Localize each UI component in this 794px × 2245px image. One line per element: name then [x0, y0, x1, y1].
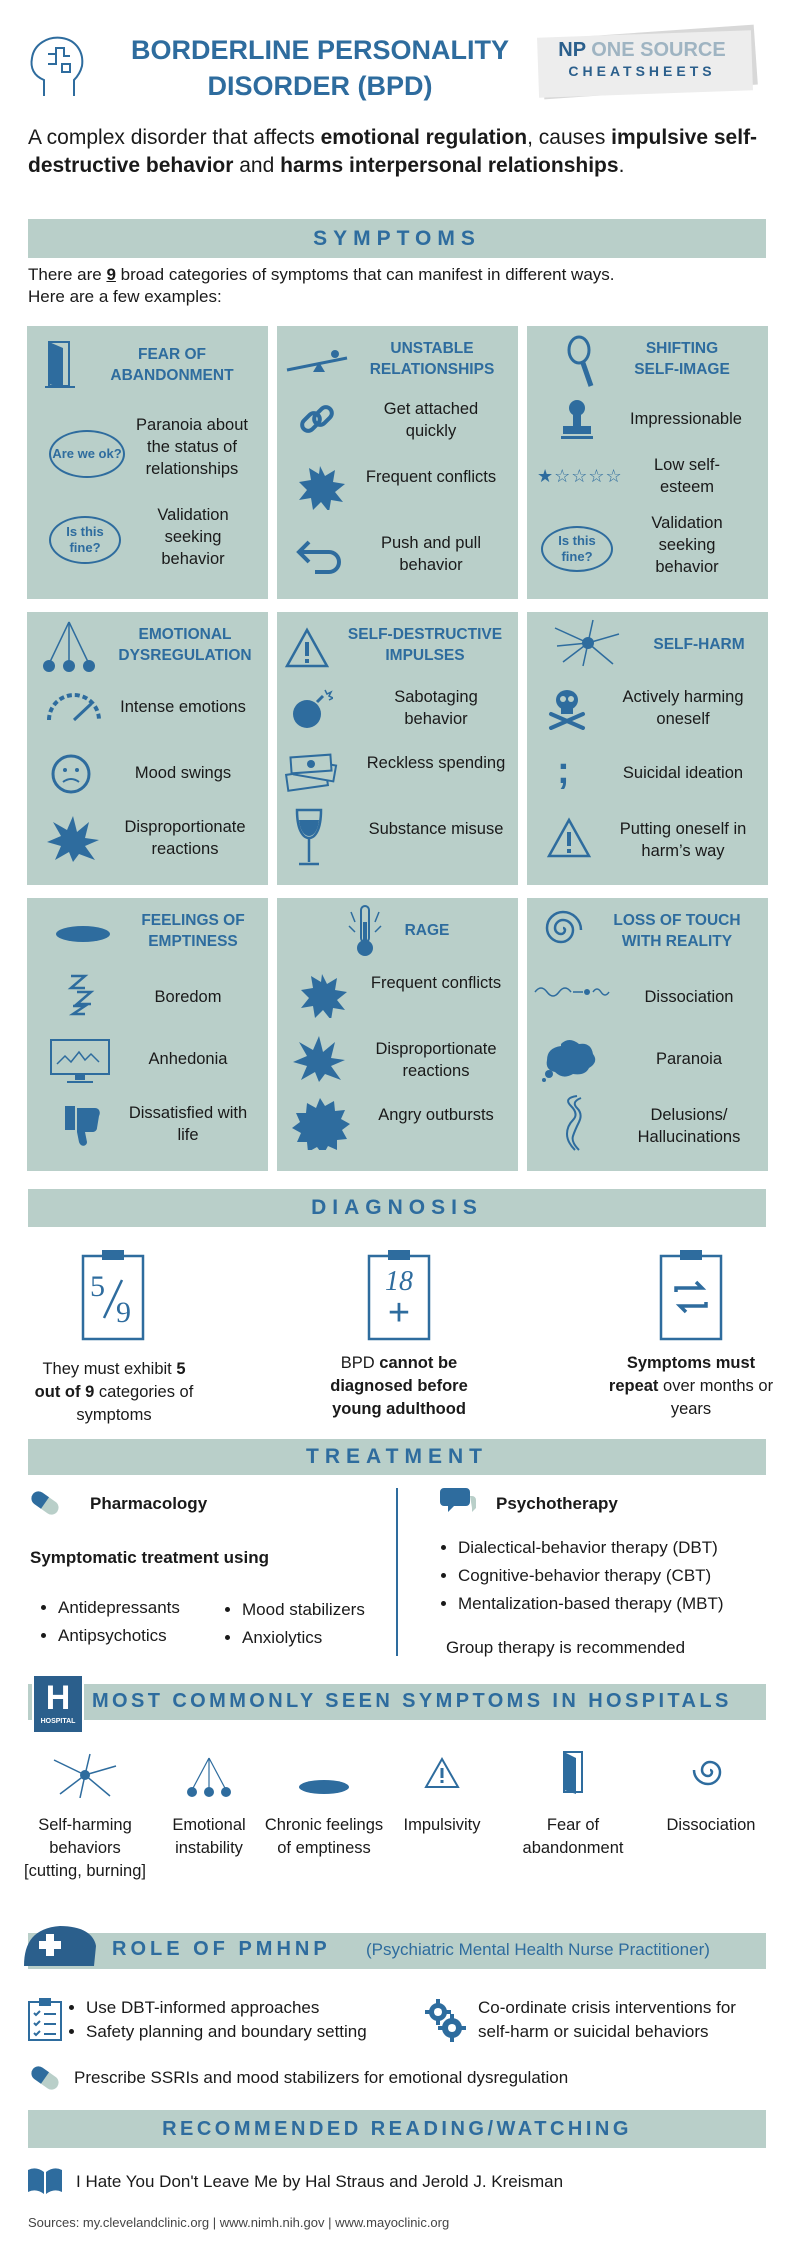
sleep-z-icon — [67, 972, 97, 1016]
symptoms-heading: SYMPTOMS — [28, 219, 766, 258]
role-heading: ROLE OF PMHNP — [112, 1938, 331, 1960]
pharma-title: Pharmacology — [90, 1494, 208, 1513]
pharma-list-left — [58, 1594, 180, 1650]
burst-bubble-icon — [289, 1096, 351, 1150]
money-icon — [283, 752, 343, 792]
stamp-icon — [559, 398, 595, 442]
card-item: Angry outbursts — [378, 1106, 494, 1124]
shatter-icon — [553, 618, 623, 668]
list-item: • Mood stabilizers — [242, 1596, 365, 1624]
card-title: FEAR OF ABANDONMENT — [110, 346, 234, 384]
chain-link-icon — [297, 400, 337, 440]
spiral-icon — [541, 908, 585, 952]
wave-line-icon — [533, 980, 613, 1004]
book-icon — [26, 2166, 64, 2196]
monitor-icon — [49, 1038, 111, 1084]
card-item: Validation seeking behavior — [651, 514, 723, 576]
speech-bubble: Is this fine? — [49, 516, 121, 564]
card-item: Reckless spending — [366, 754, 506, 772]
hospital-badge-icon: H HOSPITAL — [32, 1674, 84, 1734]
card-title: RAGE — [404, 922, 450, 939]
card-title: UNSTABLE RELATIONSHIPS — [369, 340, 495, 378]
chat-bubbles-icon — [440, 1484, 476, 1514]
card-item: Frequent conflicts — [370, 974, 502, 992]
card-emotional-dysregulation — [27, 612, 268, 885]
card-title: LOSS OF TOUCH WITH REALITY — [613, 912, 741, 950]
pendulum-icon — [41, 620, 97, 676]
hospital-item: Fear of abandonment — [522, 1816, 624, 1857]
card-item: Boredom — [154, 988, 222, 1006]
psycho-list — [458, 1534, 724, 1618]
group-therapy-note: Group therapy is recommended — [446, 1638, 686, 1657]
warning-icon — [283, 626, 331, 670]
semicolon-icon: ; — [557, 750, 570, 792]
card-item: Sabotaging behavior — [394, 688, 478, 728]
speech-bubble: Are we ok? — [49, 430, 125, 478]
role-subheading: (Psychiatric Mental Health Nurse Practitioner) — [366, 1940, 710, 1959]
checklist-icon — [26, 1996, 64, 2042]
hospital-item: Dissociation — [666, 1816, 756, 1834]
psycho-title: Psychotherapy — [496, 1494, 618, 1513]
card-loss-of-touch-with-reality — [527, 898, 768, 1171]
card-item: Putting oneself in harm’s way — [619, 820, 747, 860]
seesaw-icon — [285, 344, 349, 374]
card-item: Actively harming oneself — [622, 688, 744, 728]
card-rage — [277, 898, 518, 1171]
clipboard-repeat-icon — [658, 1246, 724, 1342]
mood-icon — [49, 752, 93, 796]
pill-icon — [28, 1490, 62, 1516]
return-arrow-icon — [295, 534, 345, 574]
card-item: Anhedonia — [148, 1050, 228, 1068]
warning-icon — [545, 816, 593, 860]
card-item: Dissatisfied with life — [128, 1104, 248, 1144]
card-item: Frequent conflicts — [365, 468, 497, 486]
hole-icon — [55, 924, 111, 944]
page-title: BORDERLINE PERSONALITY DISORDER (BPD) — [130, 35, 510, 101]
list-item: • Cognitive-behavior therapy (CBT) — [458, 1562, 724, 1590]
bomb-icon — [289, 688, 333, 732]
card-fear-of-abandonment — [27, 326, 268, 599]
skull-icon — [547, 686, 587, 730]
spiral-icon — [692, 1754, 728, 1790]
list-item: • Use DBT-informed approaches — [86, 1996, 367, 2020]
door-icon — [560, 1750, 588, 1796]
thought-bubble-icon — [541, 1036, 599, 1082]
hospital-heading: MOST COMMONLY SEEN SYMPTOMS IN HOSPITALS — [92, 1690, 732, 1712]
treatment-divider — [396, 1488, 398, 1656]
symptoms-intro: There are 9 broad categories of symptoms that can manifest in different ways. Here are a few examples: — [28, 265, 615, 306]
card-item: Disproportionate reactions — [124, 818, 246, 858]
clipboard-age-icon: 18 + — [366, 1246, 432, 1342]
speech-bubble: Is this fine? — [541, 526, 613, 572]
head-brain-icon — [26, 34, 86, 100]
list-item: • Anxiolytics — [242, 1624, 365, 1652]
list-item: • Safety planning and boundary setting — [86, 2020, 367, 2044]
pendulum-icon — [184, 1756, 234, 1798]
diagnosis-criteria-3: Symptoms must repeat over months or years — [608, 1354, 774, 1418]
card-unstable-relationships — [277, 326, 518, 599]
card-item: Validation seeking behavior — [157, 506, 229, 568]
role-right-text: Co-ordinate crisis interventions for self-harm or suicidal behaviors — [478, 1998, 736, 2041]
gauge-icon — [45, 690, 103, 724]
card-self-destructive-impulses — [277, 612, 518, 885]
pharma-list-right — [242, 1596, 365, 1652]
hospital-item: Self-harming behaviors [cutting, burning] — [24, 1816, 146, 1880]
card-item: Mood swings — [134, 764, 232, 782]
mirror-icon — [565, 334, 595, 390]
card-title: SHIFTING SELF-IMAGE — [634, 340, 730, 378]
role-list-left — [86, 1996, 367, 2044]
card-item: Intense emotions — [120, 698, 246, 716]
warning-icon — [424, 1756, 460, 1790]
clipboard-fraction-icon: 5 9 — [80, 1246, 146, 1342]
card-item: Get attached quickly — [383, 400, 479, 440]
card-item: Paranoia — [655, 1050, 723, 1068]
card-item: Paranoia about the status of relationships — [136, 416, 248, 478]
reading-item: I Hate You Don't Leave Me by Hal Straus and Jerold J. Kreisman — [76, 2172, 564, 2191]
card-title: FEELINGS OF EMPTINESS — [141, 912, 245, 950]
explosion-icon — [45, 814, 101, 862]
list-item: • Mentalization-based therapy (MBT) — [458, 1590, 724, 1618]
pharma-subtitle: Symptomatic treatment using — [30, 1548, 269, 1567]
card-shifting-self-image — [527, 326, 768, 599]
treatment-heading: TREATMENT — [28, 1439, 766, 1475]
card-item: Delusions/ Hallucinations — [637, 1106, 741, 1146]
splat-icon — [295, 462, 345, 510]
diagnosis-heading: DIAGNOSIS — [28, 1189, 766, 1227]
card-item: Low self-esteem — [653, 456, 721, 496]
card-item: Suicidal ideation — [622, 764, 744, 782]
card-item: Disproportionate reactions — [375, 1040, 497, 1080]
brand-badge: NP ONE SOURCE CHEATSHEETS — [532, 28, 764, 98]
door-icon — [43, 340, 77, 390]
shatter-icon — [52, 1752, 118, 1798]
gears-icon — [424, 1998, 466, 2042]
thermometer-icon — [345, 902, 385, 962]
nurse-cap-icon — [20, 1922, 100, 1970]
thumbs-down-icon — [63, 1104, 103, 1148]
card-title: SELF-DESTRUCTIVE IMPULSES — [347, 626, 503, 664]
hospital-item: Emotional instability — [172, 1816, 246, 1857]
card-feelings-of-emptiness — [27, 898, 268, 1171]
diagnosis-criteria-2: BPD cannot be diagnosed before young adulthood — [330, 1354, 468, 1418]
snake-icon — [553, 1092, 593, 1154]
reading-heading: RECOMMENDED READING/WATCHING — [28, 2110, 766, 2148]
card-item: Push and pull behavior — [381, 534, 481, 574]
hole-icon — [298, 1778, 350, 1796]
card-item: Substance misuse — [368, 820, 504, 838]
splat-icon — [297, 970, 347, 1018]
explosion-icon — [291, 1034, 347, 1082]
list-item: • Antipsychotics — [58, 1622, 180, 1650]
list-item: • Antidepressants — [58, 1594, 180, 1622]
card-self-harm — [527, 612, 768, 885]
sources: Sources: my.clevelandclinic.org | www.nimh.nih.gov | www.mayoclinic.org — [28, 2215, 450, 2230]
list-item: • Dialectical-behavior therapy (DBT) — [458, 1534, 724, 1562]
card-item: Dissociation — [644, 988, 734, 1006]
intro-paragraph: A complex disorder that affects emotional regulation, causes impulsive self-destructive behavior and harms interpersonal relationships. — [28, 126, 758, 177]
diagnosis-criteria-1: They must exhibit 5 out of 9 categories of symptoms — [34, 1360, 194, 1424]
wine-glass-icon — [291, 806, 327, 868]
hospital-item: Impulsivity — [403, 1816, 481, 1834]
role-bottom-text: Prescribe SSRIs and mood stabilizers for emotional dysregulation — [74, 2068, 569, 2087]
card-item: Impressionable — [630, 410, 742, 428]
pill-icon — [28, 2064, 62, 2092]
hospital-item: Chronic feelings of emptiness — [264, 1816, 384, 1857]
rating-stars: ★☆☆☆☆ — [537, 466, 623, 486]
card-title: SELF-HARM — [653, 636, 745, 653]
card-title: EMOTIONAL DYSREGULATION — [118, 626, 252, 664]
